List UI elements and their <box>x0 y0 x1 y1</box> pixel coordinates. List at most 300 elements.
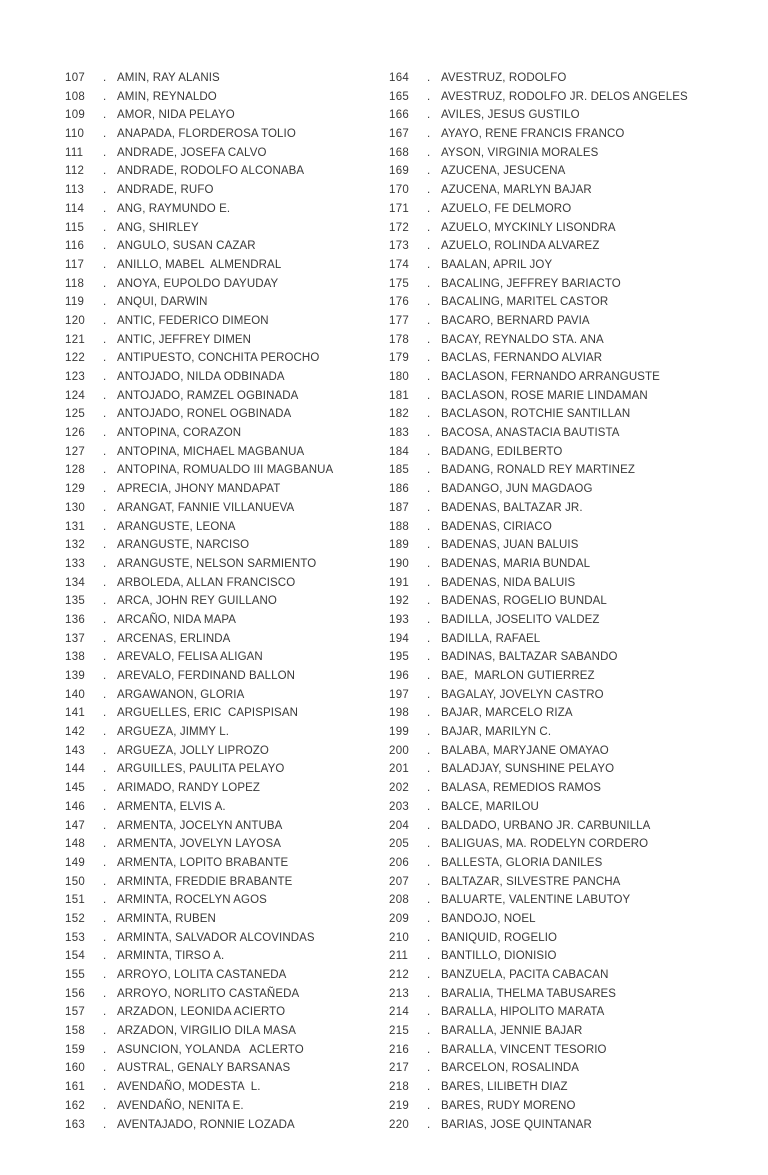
entry-separator: . <box>103 1081 107 1094</box>
entry-name: BARALLA, VINCENT TESORIO <box>441 1043 607 1056</box>
list-item <box>65 873 385 892</box>
entry-name: ARIMADO, RANDY LOPEZ <box>117 782 261 795</box>
list-item <box>65 144 385 163</box>
entry-name: BADENAS, BALTAZAR JR. <box>441 501 583 514</box>
list-item <box>389 555 719 574</box>
entry-number: 129 <box>65 483 86 496</box>
entry-name: ARZADON, LEONIDA ACIERTO <box>117 1006 286 1019</box>
entry-separator: . <box>103 539 107 552</box>
entry-number: 137 <box>65 632 86 645</box>
entry-separator: . <box>427 1099 431 1112</box>
entry-number: 122 <box>65 352 86 365</box>
list-item <box>389 1003 719 1022</box>
entry-number: 133 <box>65 557 86 570</box>
entry-number: 110 <box>65 128 85 141</box>
entry-number: 149 <box>65 856 86 869</box>
entry-separator: . <box>427 875 431 888</box>
entry-separator: . <box>103 314 107 327</box>
list-item <box>389 1022 719 1041</box>
entry-name: APRECIA, JHONY MANDAPAT <box>117 483 281 496</box>
entry-separator: . <box>427 296 431 309</box>
entry-name: BALASA, REMEDIOS RAMOS <box>441 782 602 795</box>
entry-name: BARES, RUDY MORENO <box>441 1099 576 1112</box>
entry-number: 169 <box>389 165 410 178</box>
entry-number: 196 <box>389 670 410 682</box>
list-item <box>65 667 385 686</box>
list-item <box>389 162 719 181</box>
entry-name: BACALING, MARITEL CASTOR <box>441 296 609 309</box>
entry-separator: . <box>103 352 107 365</box>
list-item <box>65 331 385 350</box>
entry-separator: . <box>103 969 107 981</box>
entry-name: BANZUELA, PACITA CABACAN <box>441 969 609 981</box>
entry-name: ARGUELLES, ERIC CAPISPISAN <box>117 707 299 720</box>
entry-name: AZUELO, ROLINDA ALVAREZ <box>441 240 600 253</box>
entry-number: 219 <box>389 1099 410 1112</box>
entry-separator: . <box>103 707 107 720</box>
list-item <box>65 293 385 312</box>
entry-separator: . <box>427 688 431 701</box>
entry-number: 186 <box>389 483 410 496</box>
entry-separator: . <box>103 819 107 832</box>
entry-number: 190 <box>389 557 410 570</box>
entry-name: AZUELO, FE DELMORO <box>441 202 572 215</box>
list-item <box>65 798 385 817</box>
entry-number: 201 <box>389 763 410 776</box>
list-item <box>389 1041 719 1060</box>
entry-number: 124 <box>65 389 86 402</box>
entry-name: BADANG, RONALD REY MARTINEZ <box>441 464 635 477</box>
list-item <box>389 760 719 779</box>
entry-number: 157 <box>65 1006 86 1019</box>
list-item <box>389 779 719 798</box>
entry-name: AMIN, RAY ALANIS <box>117 72 220 84</box>
entry-number: 182 <box>389 408 410 421</box>
entry-name: BACLASON, ROTCHIE SANTILLAN <box>441 408 631 421</box>
entry-name: BADENAS, MARIA BUNDAL <box>441 557 591 570</box>
entry-number: 118 <box>65 277 85 290</box>
entry-separator: . <box>427 987 431 1000</box>
entry-separator: . <box>427 1081 431 1094</box>
entry-name: ARMENTA, JOVELYN LAYOSA <box>117 838 281 851</box>
entry-name: BARCELON, ROSALINDA <box>441 1062 580 1075</box>
entry-number: 123 <box>65 371 86 383</box>
list-item <box>389 891 719 910</box>
list-item <box>389 125 719 144</box>
entry-name: ANTOJADO, NILDA ODBINADA <box>117 371 285 383</box>
entry-number: 130 <box>65 501 86 514</box>
entry-number: 205 <box>389 838 410 851</box>
entry-separator: . <box>103 72 107 84</box>
entry-name: ARMINTA, FREDDIE BRABANTE <box>117 875 293 888</box>
entry-separator: . <box>103 389 107 402</box>
entry-name: ANTOPINA, ROMUALDO III MAGBANUA <box>117 464 334 477</box>
list-item <box>389 1059 719 1078</box>
entry-separator: . <box>103 1099 107 1112</box>
list-item <box>65 106 385 125</box>
entry-number: 204 <box>389 819 410 832</box>
entry-name: BADILLA, JOSELITO VALDEZ <box>441 613 600 626</box>
list-item <box>65 69 385 88</box>
entry-name: BACAY, REYNALDO STA. ANA <box>441 333 604 346</box>
entry-name: ARCA, JOHN REY GUILLANO <box>117 595 277 608</box>
entry-name: ANTOJADO, RAMZEL OGBINADA <box>117 389 299 402</box>
entry-separator: . <box>103 856 107 869</box>
entry-number: 206 <box>389 856 410 869</box>
list-item <box>389 574 719 593</box>
entry-name: AVENTAJADO, RONNIE LOZADA <box>117 1118 295 1131</box>
list-item <box>65 630 385 649</box>
entry-number: 114 <box>65 202 85 215</box>
entry-separator: . <box>103 146 107 159</box>
entry-separator: . <box>427 894 431 907</box>
entry-separator: . <box>103 838 107 851</box>
list-item <box>389 200 719 219</box>
list-item <box>65 424 385 443</box>
list-item <box>389 461 719 480</box>
list-item <box>389 106 719 125</box>
entry-separator: . <box>427 856 431 869</box>
entry-name: AZUCENA, MARLYN BAJAR <box>441 184 592 197</box>
entry-separator: . <box>427 258 431 271</box>
list-item <box>65 966 385 985</box>
entry-separator: . <box>427 838 431 851</box>
list-item <box>389 611 719 630</box>
entry-name: BALLESTA, GLORIA DANILES <box>441 856 603 869</box>
list-item <box>65 219 385 238</box>
entry-name: AREVALO, FERDINAND BALLON <box>117 670 296 682</box>
entry-number: 200 <box>389 744 410 757</box>
entry-name: BARALLA, HIPOLITO MARATA <box>441 1006 605 1019</box>
entry-separator: . <box>103 1043 107 1056</box>
entry-separator: . <box>427 314 431 327</box>
entry-separator: . <box>427 726 431 739</box>
entry-name: ARANGUSTE, NARCISO <box>117 539 250 552</box>
entry-name: BAJAR, MARCELO RIZA <box>441 707 573 720</box>
entry-name: AYSON, VIRGINIA MORALES <box>441 146 599 159</box>
entry-number: 145 <box>65 782 86 795</box>
entry-separator: . <box>103 1118 107 1131</box>
entry-number: 212 <box>389 969 410 981</box>
entry-separator: . <box>427 744 431 757</box>
entry-number: 143 <box>65 744 86 757</box>
entry-name: ANTIPUESTO, CONCHITA PEROCHO <box>117 352 320 365</box>
list-item <box>389 518 719 537</box>
entry-name: BALADJAY, SUNSHINE PELAYO <box>441 763 615 776</box>
entry-number: 170 <box>389 184 410 197</box>
entry-separator: . <box>103 109 107 122</box>
entry-name: AYAYO, RENE FRANCIS FRANCO <box>441 128 625 141</box>
entry-name: AZUCENA, JESUCENA <box>441 165 566 178</box>
list-item <box>65 817 385 836</box>
entry-separator: . <box>427 501 431 514</box>
entry-number: 131 <box>65 520 86 533</box>
list-item <box>65 891 385 910</box>
entry-name: ANTIC, FEDERICO DIMEON <box>117 314 269 327</box>
entry-separator: . <box>103 296 107 309</box>
list-item <box>389 667 719 686</box>
entry-separator: . <box>103 763 107 776</box>
entry-name: BACOSA, ANASTACIA BAUTISTA <box>441 427 620 440</box>
entry-number: 173 <box>389 240 410 253</box>
list-item <box>65 742 385 761</box>
entry-name: AVILES, JESUS GUSTILO <box>441 109 580 122</box>
entry-number: 165 <box>389 90 410 103</box>
entry-number: 125 <box>65 408 86 421</box>
list-item <box>65 1003 385 1022</box>
entry-name: ANQUI, DARWIN <box>117 296 208 309</box>
entry-number: 160 <box>65 1062 86 1075</box>
entry-name: ARGUEZA, JIMMY L. <box>117 726 230 739</box>
entry-number: 180 <box>389 371 410 383</box>
entry-separator: . <box>103 483 107 496</box>
name-list-column-left <box>65 69 385 1134</box>
entry-name: ARCAÑO, NIDA MAPA <box>117 613 237 626</box>
entry-separator: . <box>103 950 107 963</box>
entry-separator: . <box>427 819 431 832</box>
entry-number: 209 <box>389 912 410 925</box>
entry-separator: . <box>427 90 431 103</box>
entry-name: ANOYA, EUPOLDO DAYUDAY <box>117 277 279 290</box>
entry-number: 215 <box>389 1025 410 1038</box>
entry-number: 195 <box>389 651 410 664</box>
entry-number: 168 <box>389 146 410 159</box>
entry-separator: . <box>103 931 107 944</box>
list-item <box>65 704 385 723</box>
entry-number: 139 <box>65 670 86 682</box>
entry-name: BALIGUAS, MA. RODELYN CORDERO <box>441 838 649 851</box>
list-item <box>65 1022 385 1041</box>
entry-number: 163 <box>65 1118 86 1131</box>
entry-number: 135 <box>65 595 86 608</box>
entry-name: AVESTRUZ, RODOLFO JR. DELOS ANGELES <box>441 90 688 103</box>
entry-separator: . <box>103 613 107 626</box>
entry-number: 113 <box>65 184 85 197</box>
entry-separator: . <box>427 1006 431 1019</box>
entry-number: 181 <box>389 389 410 402</box>
entry-name: AZUELO, MYCKINLY LISONDRA <box>441 221 616 234</box>
entry-separator: . <box>103 557 107 570</box>
entry-separator: . <box>427 109 431 122</box>
entry-number: 162 <box>65 1099 86 1112</box>
entry-separator: . <box>103 371 107 383</box>
entry-name: ANDRADE, RUFO <box>117 184 214 197</box>
entry-number: 208 <box>389 894 410 907</box>
entry-number: 150 <box>65 875 86 888</box>
entry-name: BALTAZAR, SILVESTRE PANCHA <box>441 875 621 888</box>
entry-separator: . <box>427 1043 431 1056</box>
entry-number: 175 <box>389 277 410 290</box>
entry-name: ANTOPINA, CORAZON <box>117 427 242 440</box>
list-item <box>65 499 385 518</box>
entry-name: BALDADO, URBANO JR. CARBUNILLA <box>441 819 651 832</box>
entry-number: 203 <box>389 800 410 813</box>
list-item <box>389 1078 719 1097</box>
entry-name: AVENDAÑO, NENITA E. <box>117 1099 244 1112</box>
entry-number: 152 <box>65 912 86 925</box>
entry-separator: . <box>103 90 107 103</box>
list-item <box>389 405 719 424</box>
entry-separator: . <box>103 632 107 645</box>
entry-number: 117 <box>65 258 85 271</box>
entry-number: 179 <box>389 352 410 365</box>
list-item <box>389 966 719 985</box>
entry-separator: . <box>427 445 431 458</box>
entry-number: 107 <box>65 72 86 84</box>
list-item <box>65 1059 385 1078</box>
entry-name: BAGALAY, JOVELYN CASTRO <box>441 688 604 701</box>
list-item <box>389 368 719 387</box>
entry-number: 132 <box>65 539 86 552</box>
entry-separator: . <box>103 333 107 346</box>
entry-number: 111 <box>65 146 84 159</box>
entry-number: 184 <box>389 445 410 458</box>
entry-name: BADENAS, JUAN BALUIS <box>441 539 579 552</box>
entry-name: AMIN, REYNALDO <box>117 90 217 103</box>
entry-name: ANTIC, JEFFREY DIMEN <box>117 333 252 346</box>
entry-number: 220 <box>389 1118 410 1131</box>
entry-number: 167 <box>389 128 410 141</box>
entry-number: 176 <box>389 296 410 309</box>
entry-number: 207 <box>389 875 410 888</box>
entry-separator: . <box>103 576 107 589</box>
entry-separator: . <box>103 128 107 141</box>
entry-number: 185 <box>389 464 410 477</box>
entry-number: 108 <box>65 90 86 103</box>
list-item <box>65 312 385 331</box>
entry-number: 161 <box>65 1081 86 1094</box>
entry-separator: . <box>427 782 431 795</box>
entry-separator: . <box>427 202 431 215</box>
list-item <box>389 219 719 238</box>
entry-separator: . <box>103 258 107 271</box>
entry-number: 148 <box>65 838 86 851</box>
list-item <box>65 275 385 294</box>
entry-number: 159 <box>65 1043 86 1056</box>
entry-name: BALUARTE, VALENTINE LABUTOY <box>441 894 631 907</box>
list-item <box>389 256 719 275</box>
entry-separator: . <box>103 202 107 215</box>
entry-name: BANTILLO, DIONISIO <box>441 950 557 963</box>
entry-name: BACLASON, FERNANDO ARRANGUSTE <box>441 371 660 383</box>
entry-number: 191 <box>389 576 410 589</box>
list-item <box>389 387 719 406</box>
list-item <box>389 1116 719 1135</box>
entry-name: BARALIA, THELMA TABUSARES <box>441 987 617 1000</box>
list-item <box>65 162 385 181</box>
entry-separator: . <box>103 894 107 907</box>
list-item <box>65 518 385 537</box>
list-item <box>65 592 385 611</box>
entry-name: ANTOPINA, MICHAEL MAGBANUA <box>117 445 305 458</box>
entry-number: 214 <box>389 1006 410 1019</box>
entry-separator: . <box>427 146 431 159</box>
list-item <box>65 929 385 948</box>
entry-name: BARALLA, JENNIE BAJAR <box>441 1025 583 1038</box>
entry-separator: . <box>427 184 431 197</box>
entry-name: BAALAN, APRIL JOY <box>441 258 553 271</box>
list-item <box>65 181 385 200</box>
list-item <box>65 125 385 144</box>
list-item <box>389 817 719 836</box>
list-item <box>65 349 385 368</box>
entry-number: 193 <box>389 613 410 626</box>
entry-name: ARGUEZA, JOLLY LIPROZO <box>117 744 269 757</box>
entry-separator: . <box>427 165 431 178</box>
entry-separator: . <box>427 389 431 402</box>
entry-name: BANIQUID, ROGELIO <box>441 931 558 944</box>
entry-name: ARMENTA, ELVIS A. <box>117 800 226 813</box>
entry-name: BAJAR, MARILYN C. <box>441 726 552 739</box>
list-item <box>65 461 385 480</box>
entry-name: BADANGO, JUN MAGDAOG <box>441 483 593 496</box>
entry-name: ANG, SHIRLEY <box>117 221 199 234</box>
entry-number: 172 <box>389 221 410 234</box>
entry-number: 177 <box>389 314 410 327</box>
entry-separator: . <box>103 427 107 440</box>
entry-separator: . <box>103 501 107 514</box>
list-item <box>389 443 719 462</box>
entry-name: BACLAS, FERNANDO ALVIAR <box>441 352 603 365</box>
entry-name: BARES, LILIBETH DIAZ <box>441 1081 568 1094</box>
entry-separator: . <box>427 912 431 925</box>
entry-separator: . <box>427 464 431 477</box>
entry-separator: . <box>103 408 107 421</box>
list-item <box>389 349 719 368</box>
entry-separator: . <box>427 763 431 776</box>
entry-separator: . <box>103 240 107 253</box>
list-item <box>65 947 385 966</box>
entry-number: 155 <box>65 969 86 981</box>
list-item <box>65 648 385 667</box>
list-item <box>389 536 719 555</box>
list-item <box>389 1097 719 1116</box>
entry-number: 156 <box>65 987 86 1000</box>
entry-separator: . <box>103 1062 107 1075</box>
entry-separator: . <box>103 670 107 682</box>
name-list-column-right <box>389 69 719 1134</box>
entry-separator: . <box>103 875 107 888</box>
entry-name: BADILLA, RAFAEL <box>441 632 541 645</box>
list-item <box>65 835 385 854</box>
list-item <box>65 1097 385 1116</box>
list-item <box>65 256 385 275</box>
entry-number: 136 <box>65 613 86 626</box>
entry-separator: . <box>103 744 107 757</box>
entry-number: 116 <box>65 240 85 253</box>
entry-separator: . <box>103 1006 107 1019</box>
list-item <box>389 648 719 667</box>
list-item <box>65 88 385 107</box>
entry-name: ARROYO, NORLITO CASTAÑEDA <box>117 987 300 1000</box>
entry-number: 192 <box>389 595 410 608</box>
entry-number: 142 <box>65 726 86 739</box>
entry-name: AUSTRAL, GENALY BARSANAS <box>117 1062 291 1075</box>
list-item <box>65 237 385 256</box>
entry-number: 187 <box>389 501 410 514</box>
entry-name: ARZADON, VIRGILIO DILA MASA <box>117 1025 297 1038</box>
list-item <box>389 237 719 256</box>
list-item <box>389 910 719 929</box>
entry-number: 217 <box>389 1062 410 1075</box>
list-item <box>389 331 719 350</box>
entry-separator: . <box>427 969 431 981</box>
entry-number: 202 <box>389 782 410 795</box>
entry-number: 183 <box>389 427 410 440</box>
entry-name: ARBOLEDA, ALLAN FRANCISCO <box>117 576 296 589</box>
list-item <box>389 293 719 312</box>
entry-separator: . <box>427 333 431 346</box>
